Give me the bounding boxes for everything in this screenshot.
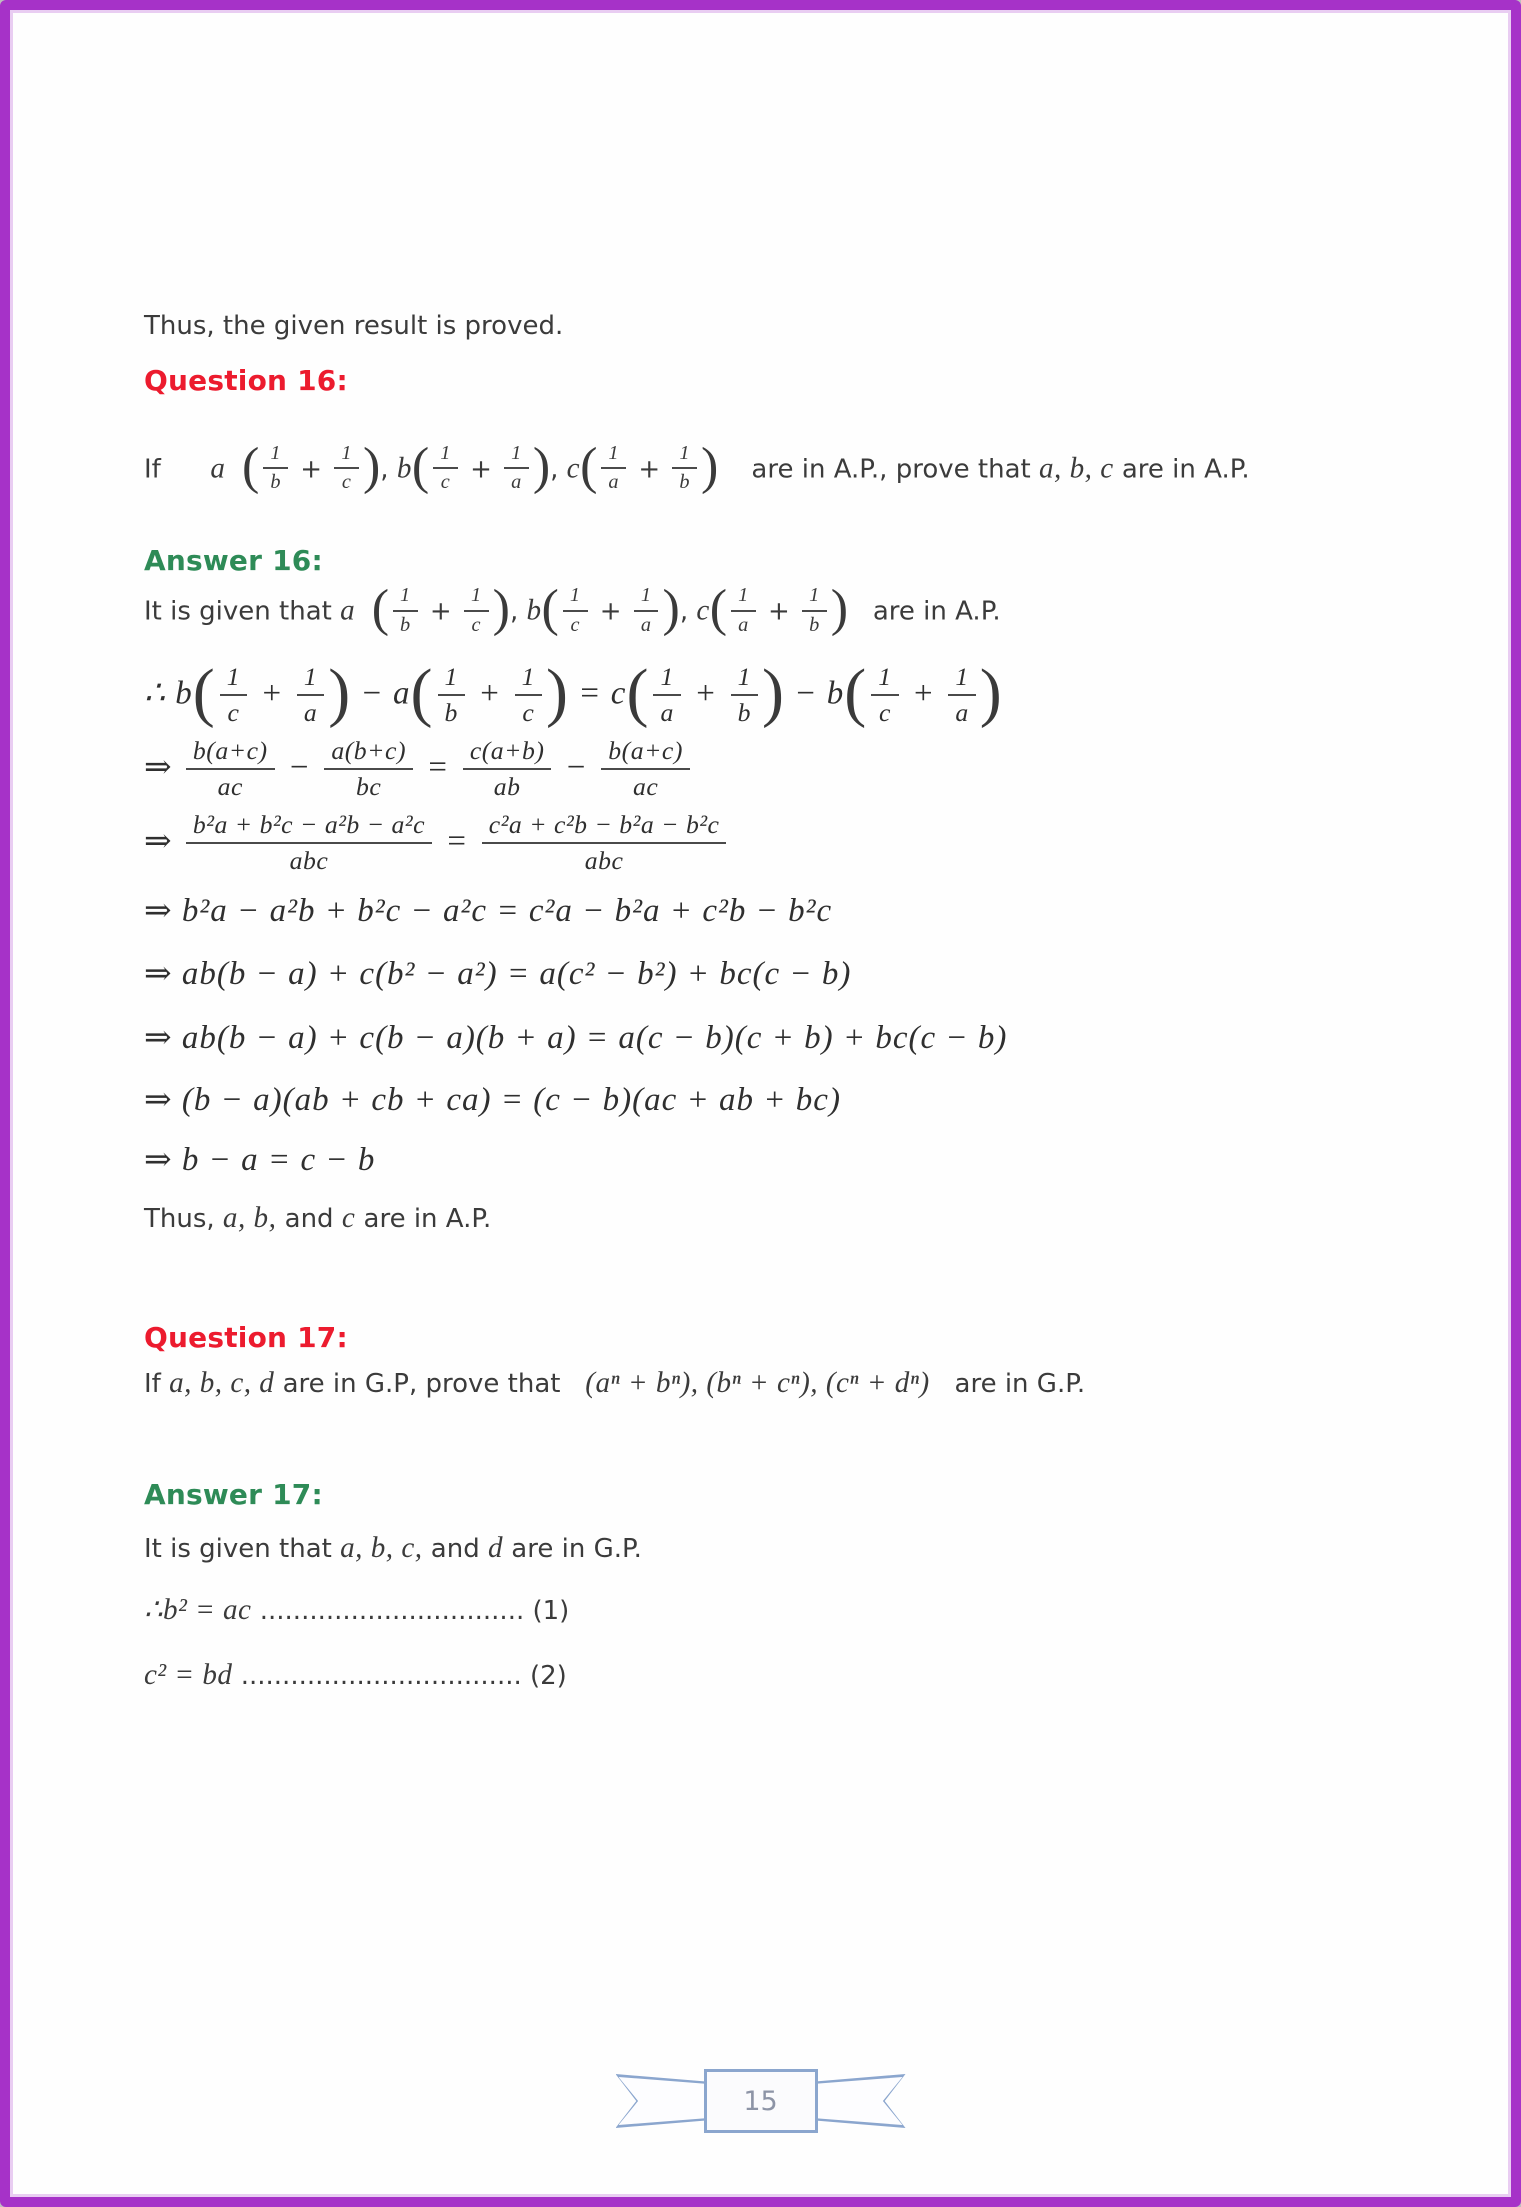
answer-17-equation-1: ∴b² = ac ................................ (1) <box>144 1594 570 1627</box>
math-paren: ( <box>242 437 260 495</box>
math-variable: a, b, c, d <box>169 1366 275 1399</box>
math-fraction: $\frac{c(a+b)}{ab}$ <box>463 735 552 801</box>
answer-17-heading: Answer 17: <box>144 1478 323 1512</box>
math-fraction: $\frac{1}{c}$ <box>563 583 588 637</box>
derivation-step-6: ⇒ ab(b − a) + c(b − a)(b + a) = a(c − b)(c + b) + bc(c − b) <box>144 1020 1008 1057</box>
math-paren: ( <box>580 437 598 495</box>
math-variable: c <box>341 1201 356 1234</box>
math-fraction: $\frac{1}{c}$ <box>220 661 247 727</box>
math-fraction: $\frac{1}{c}$ <box>871 661 898 727</box>
math-variable: a, b, c, <box>340 1532 423 1565</box>
math-paren: ) <box>492 580 510 638</box>
math-variable: d <box>487 1532 504 1565</box>
math-fraction: $\frac{1}{b}$ <box>438 661 465 727</box>
result-proved-text: Thus, the given result is proved. <box>144 311 564 341</box>
answer-17-equation-2: c² = bd .................................. (2) <box>144 1658 567 1691</box>
math-fraction: $\frac{1}{c}$ <box>515 661 542 727</box>
math-paren: ( <box>541 580 559 638</box>
page-number: 15 <box>704 2069 818 2133</box>
math-fraction: $\frac{1}{c}$ <box>334 441 359 495</box>
math-fraction: $\frac{1}{a}$ <box>731 583 756 637</box>
math-paren: ) <box>362 437 381 495</box>
answer-17-given: It is given that a, b, c, and d are in G.P. <box>144 1532 642 1565</box>
math-fraction: $\frac{\text{c²a + c²b − b²a − b²c}}{\text{abc}}$ <box>482 809 727 875</box>
ribbon-right-wing-fill <box>805 2077 903 2125</box>
derivation-step-8: ⇒ b − a = c − b <box>144 1141 376 1178</box>
math-variable: (aⁿ + bⁿ), (bⁿ + cⁿ), (cⁿ + dⁿ) <box>585 1366 930 1399</box>
math-fraction: $\frac{1}{c}$ <box>464 583 489 637</box>
math-paren: ) <box>701 437 719 495</box>
math-fraction: $\frac{1}{b}$ <box>672 441 697 495</box>
math-paren: ) <box>979 656 1003 730</box>
math-paren: ( <box>192 656 216 730</box>
math-paren: ( <box>410 656 434 730</box>
math-paren: ) <box>830 580 849 638</box>
math-variable: c <box>696 594 710 627</box>
math-paren: ( <box>709 580 728 638</box>
math-fraction: $\frac{\text{b²a + b²c − a²b − a²c}}{\text{abc}}$ <box>186 809 432 875</box>
math-paren: ) <box>532 437 551 495</box>
math-variable: b <box>526 594 542 627</box>
math-fraction: $\frac{1}{a}$ <box>297 661 324 727</box>
math-fraction: $\frac{1}{b}$ <box>731 661 758 727</box>
math-paren: ) <box>546 656 570 730</box>
math-variable: c <box>566 452 581 484</box>
derivation-step-4: ⇒ b²a − a²b + b²c − a²c = c²a − b²a + c²b − b²c <box>144 892 833 929</box>
math-variable: a, b, c <box>1038 452 1114 484</box>
math-fraction: $\frac{1}{a}$ <box>504 441 529 495</box>
math-variable: b <box>396 452 412 484</box>
math-fraction: $\frac{1}{a}$ <box>601 441 626 495</box>
derivation-step-3: ⇒ $\frac{\text{b²a + b²c − a²b − a²c}}{\text{abc}}$ = $\frac{\text{c²a + c²b − b²a − b²c}}{\text{abc}}$ <box>144 811 1421 877</box>
answer-16-given: It is given that a ( $\frac{1}{b}$ + $\frac{1}{c}$ ), b( $\frac{1}{c}$ + $\frac{1}{a}$ ), c( $\frac{1}{a}$ + $\frac{1}{b}$ ) are in A.P. <box>144 580 1001 638</box>
math-fraction: $\frac{1}{b}$ <box>393 583 418 637</box>
derivation-step-7: ⇒ (b − a)(ab + cb + ca) = (c − b)(ac + ab + bc) <box>144 1082 841 1119</box>
math-variable: c² = bd <box>144 1658 233 1691</box>
ribbon-left-wing-fill <box>619 2077 717 2125</box>
question-17-text: If a, b, c, d are in G.P, prove that (aⁿ + bⁿ), (bⁿ + cⁿ), (cⁿ + dⁿ) are in G.P. <box>144 1366 1086 1399</box>
math-fraction: $\frac{1}{b}$ <box>263 441 288 495</box>
math-paren: ( <box>411 437 430 495</box>
question-16-text: If a ( $\frac{1}{b}$ + $\frac{1}{c}$ ), b( $\frac{1}{c}$ + $\frac{1}{a}$ ), c( $\frac{1}{a}$ + $\frac{1}{b}$ ) are in A.P., prove that a, b, c are in A.P. <box>144 437 1250 495</box>
math-fraction: $\frac{b(a+c)}{ac}$ <box>601 735 690 801</box>
question-16-heading: Question 16: <box>144 363 348 397</box>
derivation-step-5: ⇒ ab(b − a) + c(b² − a²) = a(c² − b²) + bc(c − b) <box>144 956 852 993</box>
page-number-ribbon <box>616 2069 906 2133</box>
math-variable: ∴b² = ac <box>144 1594 252 1627</box>
answer-16-heading: Answer 16: <box>144 544 323 578</box>
math-fraction: $\frac{1}{a}$ <box>653 661 680 727</box>
math-paren: ( <box>626 656 650 730</box>
math-fraction: $\frac{a(b+c)}{bc}$ <box>324 735 413 801</box>
derivation-step-2: ⇒ $\frac{b(a+c)}{ac}$ − $\frac{a(b+c)}{bc}$ = $\frac{c(a+b)}{ab}$ − $\frac{b(a+c)}{ac}$ <box>144 737 1421 803</box>
math-variable: a <box>210 452 226 484</box>
math-fraction: $\frac{1}{c}$ <box>433 441 458 495</box>
math-paren: ) <box>662 580 680 638</box>
question-17-heading: Question 17: <box>144 1320 348 1354</box>
math-paren: ) <box>328 656 352 730</box>
math-fraction: $\frac{b(a+c)}{ac}$ <box>186 735 275 801</box>
math-fraction: $\frac{1}{a}$ <box>634 583 659 637</box>
answer-16-conclusion: Thus, a, b, and c are in A.P. <box>144 1201 492 1234</box>
math-paren: ( <box>844 656 868 730</box>
math-paren: ( <box>371 580 390 638</box>
math-fraction: $\frac{1}{a}$ <box>948 661 975 727</box>
page-content <box>10 10 1511 1696</box>
derivation-step-1: ∴ b( $\frac{1}{c}$ + $\frac{1}{a}$ ) − a( $\frac{1}{b}$ + $\frac{1}{c}$ ) = c( $\frac{1}{a}$ + $\frac{1}{b}$ ) − b( $\frac{1}{c}$ + $\frac{1}{a}$ ) <box>144 656 1003 730</box>
math-variable: a <box>340 594 356 627</box>
math-variable: a, b, <box>222 1201 277 1234</box>
math-paren: ) <box>761 656 785 730</box>
math-fraction: $\frac{1}{b}$ <box>802 583 827 637</box>
